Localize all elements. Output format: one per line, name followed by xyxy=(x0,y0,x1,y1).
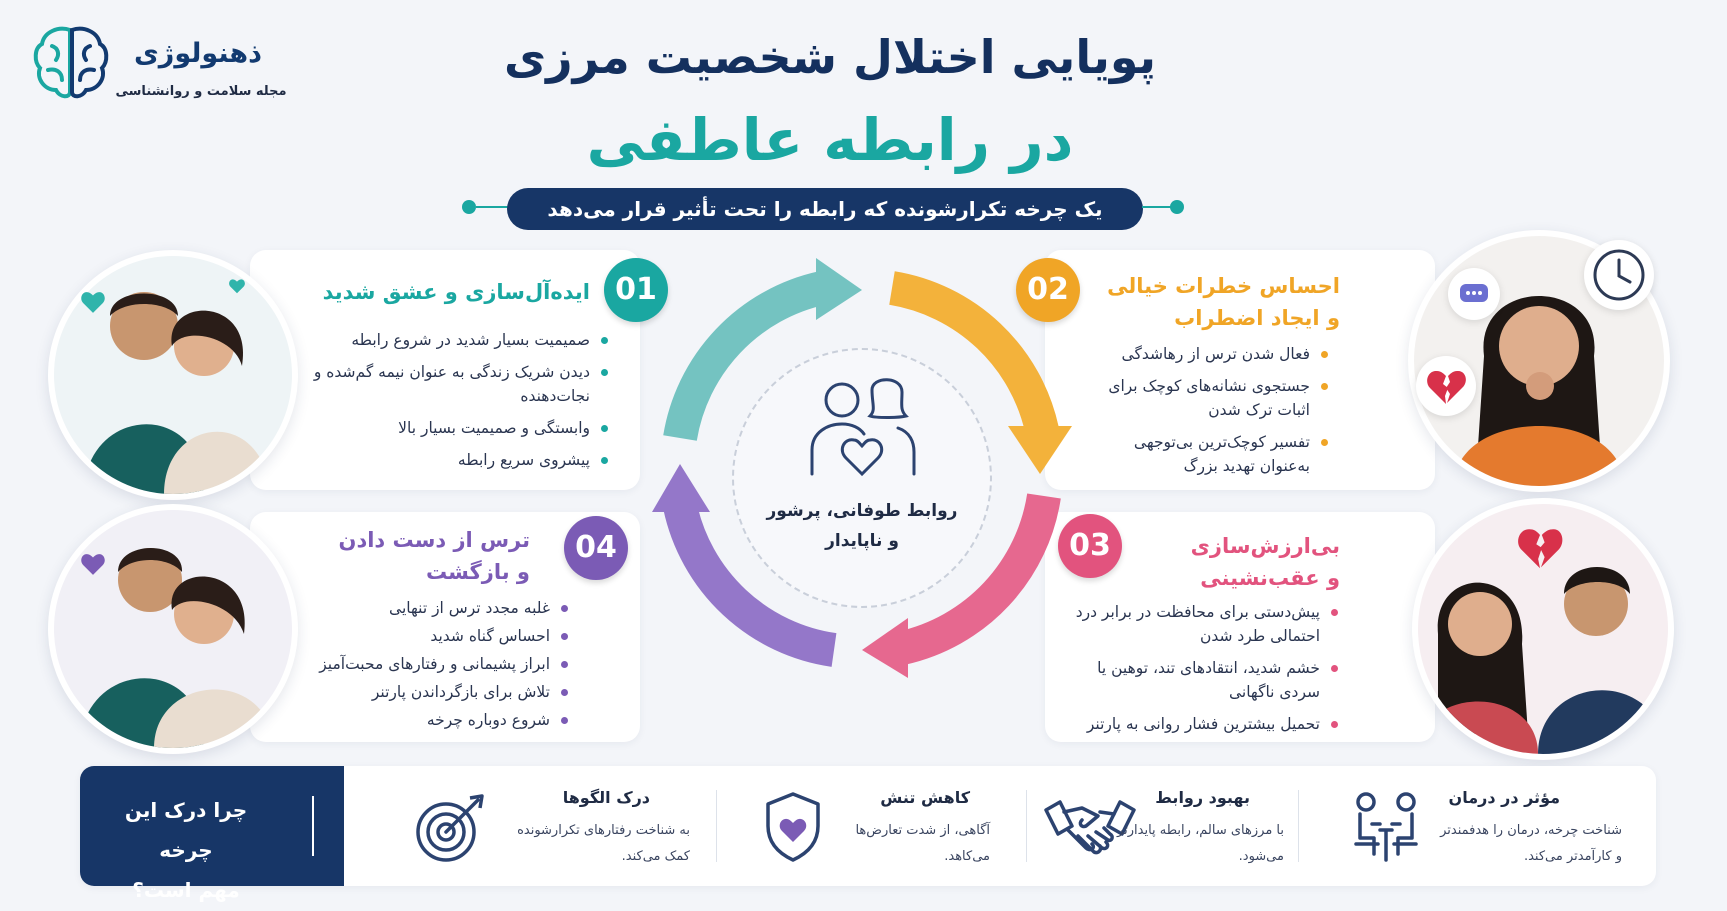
subtitle-line-right xyxy=(1142,206,1172,208)
shield-heart-icon xyxy=(762,790,824,864)
target-icon xyxy=(412,790,488,866)
subtitle-line-left xyxy=(476,206,508,208)
couple-reconcile-photo xyxy=(48,504,298,754)
stage-title-03 xyxy=(1140,530,1340,594)
heart-icon xyxy=(228,278,246,294)
feature-desc-line: شناخت چرخه، درمان را هدفمندتر xyxy=(1440,823,1622,838)
stage-title-04 xyxy=(300,524,530,588)
list-item: وابستگی و صمیمیت بسیار بالا xyxy=(300,416,610,440)
list-item: صمیمیت بسیار شدید در شروع رابطه xyxy=(300,328,610,352)
logo-title: ذهنولوژی xyxy=(134,38,262,69)
arrowhead-orange xyxy=(1008,426,1072,474)
feature-desc-line: با مرزهای سالم، رابطه پایدارتر xyxy=(1116,823,1284,838)
list-item: شروع دوباره چرخه xyxy=(280,708,570,732)
center-caption-line: و ناپایدار xyxy=(825,531,899,551)
couple-reconcile-illustration xyxy=(54,510,292,748)
heart-icon xyxy=(80,290,106,314)
list-item: احساس گناه شدید xyxy=(280,624,570,648)
center-caption xyxy=(742,496,982,556)
feature-desc-tension xyxy=(830,818,990,870)
list-item: خشم شدید، انتقادهای تند، توهین یا سردی ناگهانی xyxy=(1070,656,1340,704)
stage-bullets-03 xyxy=(1070,600,1340,744)
stage-title-02 xyxy=(1100,270,1340,334)
list-item: غلبه مجدد ترس از تنهایی xyxy=(280,596,570,620)
stage-title-01 xyxy=(300,276,590,308)
feature-title-tension: کاهش تنش xyxy=(880,788,970,807)
stage-number-03: 03 xyxy=(1058,514,1122,578)
feature-divider xyxy=(1298,790,1299,862)
stage-title-04-line: ترس از دست دادن xyxy=(338,528,530,552)
list-item: جستجوی نشانه‌های کوچک برای اثبات ترک شدن xyxy=(1090,374,1330,422)
feature-desc-relationships xyxy=(1080,818,1284,870)
list-item: تحمیل بیشترین فشار روانی به پارتنر xyxy=(1070,712,1340,736)
chat-bubble-icon xyxy=(1448,268,1500,320)
list-item: تلاش برای بازگرداندن پارتنر xyxy=(280,680,570,704)
list-item: ابراز پشیمانی و رفتارهای محبت‌آمیز xyxy=(280,652,570,676)
arrowhead-pink xyxy=(862,618,908,678)
clock-icon xyxy=(1584,240,1654,310)
list-item: پیشروی سریع رابطه xyxy=(300,448,610,472)
stage-bullets-04 xyxy=(280,596,570,736)
subtitle-dot-right xyxy=(1170,200,1184,214)
why-heading-line: چرا درک این چرخه xyxy=(124,798,248,862)
feature-title-relationships: بهبود روابط xyxy=(1155,788,1250,807)
stage-title-01-line: ایده‌آل‌سازی و عشق شدید xyxy=(322,280,590,304)
feature-desc-line: آگاهی، از شدت تعارض‌ها xyxy=(855,823,990,838)
list-item: تفسیر کوچک‌ترین بی‌توجهی به‌عنوان تهدید بزرگ xyxy=(1090,430,1330,478)
feature-desc-line: می‌شود. xyxy=(1238,849,1284,864)
feature-desc-line: کمک می‌کند. xyxy=(621,849,690,864)
stage-number-04: 04 xyxy=(564,516,628,580)
feature-desc-line: و کارآمدتر می‌کند. xyxy=(1523,849,1622,864)
feature-title-therapy: مؤثر در درمان xyxy=(1448,788,1560,807)
heart-icon xyxy=(80,552,106,576)
stage-title-03-line: و عقب‌نشینی xyxy=(1200,566,1340,590)
subtitle-dot-left xyxy=(462,200,476,214)
arrowhead-teal xyxy=(816,258,862,320)
stage-title-02-line: احساس خطرات خیالی xyxy=(1107,274,1340,298)
page-title-highlight: در رابطه عاطفی xyxy=(586,106,1074,174)
feature-desc-line: به شناخت رفتارهای تکرارشونده xyxy=(517,823,690,838)
stage-number-02: 02 xyxy=(1016,258,1080,322)
brain-logo-icon xyxy=(30,22,112,104)
stage-bullets-01 xyxy=(300,328,610,480)
stage-number-01: 01 xyxy=(604,258,668,322)
list-item: پیش‌دستی برای محافظت در برابر درد احتمالی طرد شدن xyxy=(1070,600,1340,648)
feature-divider xyxy=(716,790,717,862)
couple-heart-icon xyxy=(802,370,922,480)
stage-title-03-line: بی‌ارزش‌سازی xyxy=(1190,534,1340,558)
why-heading-line: مهم است؟ xyxy=(132,878,240,902)
therapy-session-icon xyxy=(1350,790,1422,864)
page-title: پویایی اختلال شخصیت مرزی xyxy=(504,30,1156,84)
list-item: فعال شدن ترس از رهاشدگی xyxy=(1090,342,1330,366)
list-item: دیدن شریک زندگی به عنوان نیمه گم‌شده و نجات‌دهنده xyxy=(300,360,610,408)
feature-desc-line: می‌کاهد. xyxy=(944,849,990,864)
why-heading xyxy=(96,790,276,910)
stage-bullets-02 xyxy=(1090,342,1330,486)
why-divider xyxy=(312,796,314,856)
subtitle-pill: یک چرخه تکرارشونده که رابطه را تحت تأثیر قرار می‌دهد xyxy=(507,188,1143,230)
feature-desc-patterns xyxy=(480,818,690,870)
broken-heart-icon xyxy=(1416,356,1476,416)
stage-title-04-line: و بازگشت xyxy=(425,560,530,584)
logo-tagline: مجله سلامت و روانشناسی xyxy=(115,84,287,99)
feature-title-patterns: درک الگوها xyxy=(562,788,650,807)
stage-title-02-line: و ایجاد اضطراب xyxy=(1174,306,1340,330)
feature-divider xyxy=(1026,790,1027,862)
arrowhead-purple xyxy=(652,464,710,512)
couple-embrace-photo xyxy=(48,250,298,500)
broken-heart-icon xyxy=(1512,522,1568,572)
center-caption-line: روابط طوفانی، پرشور xyxy=(766,501,958,521)
feature-desc-therapy xyxy=(1416,818,1622,870)
